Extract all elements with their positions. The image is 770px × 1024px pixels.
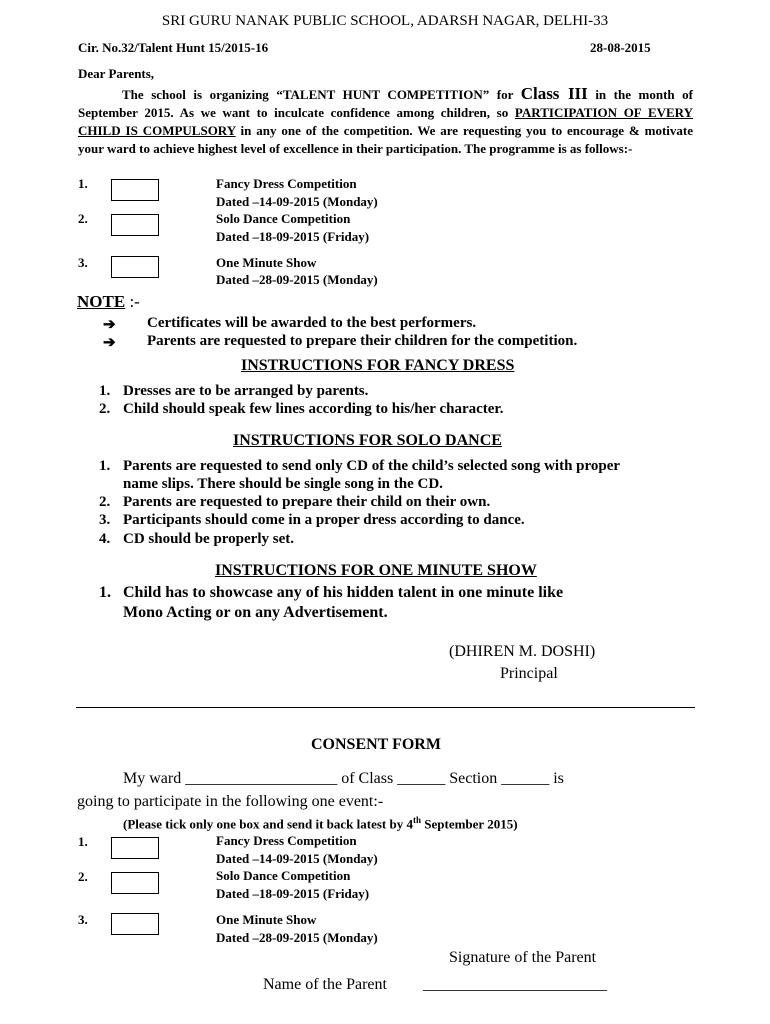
solo-dance-heading: INSTRUCTIONS FOR SOLO DANCE — [233, 432, 502, 449]
fancy-dress-item: Dresses are to be arranged by parents. — [123, 383, 369, 399]
event-date: Dated –14-09-2015 (Monday) — [216, 851, 378, 866]
one-minute-heading: INSTRUCTIONS FOR ONE MINUTE SHOW — [215, 562, 537, 579]
solo-dance-item-continued: name slips. There should be single song in the CD. — [123, 476, 443, 492]
consent-checkbox-one-minute-show[interactable] — [111, 913, 159, 935]
school-name: SRI GURU NANAK PUBLIC SCHOOL, ADARSH NAGAR, DELHI-33 — [161, 13, 609, 29]
event-name: Solo Dance Competition — [216, 868, 351, 883]
event-name: Fancy Dress Competition — [216, 833, 357, 848]
event-number: 3. — [78, 255, 88, 270]
tick-instruction — [123, 815, 518, 832]
solo-dance-item: CD should be properly set. — [123, 531, 294, 547]
principal-name: (DHIREN M. DOSHI) — [449, 643, 596, 660]
parent-name-label: Name of the Parent — [263, 976, 387, 993]
event-date: Dated –14-09-2015 (Monday) — [216, 194, 378, 209]
event-number: 1. — [78, 834, 88, 849]
event-date: Dated –18-09-2015 (Friday) — [216, 229, 370, 244]
circular-date: 28-08-2015 — [590, 40, 651, 55]
event-name: One Minute Show — [216, 912, 317, 927]
fancy-dress-heading: INSTRUCTIONS FOR FANCY DRESS — [241, 357, 515, 374]
parent-name-field[interactable]: _______________________ — [423, 976, 607, 993]
circular-number: Cir. No.32/Talent Hunt 15/2015-16 — [78, 40, 269, 55]
note-label: NOTE — [77, 292, 126, 311]
event-number: 2. — [78, 869, 88, 884]
consent-line-2: going to participate in the following one event:- — [77, 793, 384, 810]
intro-text-2: in the month of September 2015. As we want to inculcate confidence among children, so — [78, 87, 693, 120]
arrow-icon: ➔ — [103, 317, 116, 333]
consent-title: CONSENT FORM — [311, 736, 441, 753]
note-item: Parents are requested to prepare their children for the competition. — [147, 333, 578, 349]
principal-title: Principal — [500, 665, 558, 682]
tick-instruction-text-end: September 2015) — [421, 816, 518, 832]
list-number: 1. — [99, 584, 111, 601]
event-checkbox-one-minute-show[interactable] — [111, 256, 159, 278]
intro-text-1: The school is organizing “TALENT HUNT COMPETITION” for — [122, 87, 521, 102]
event-number: 1. — [78, 176, 88, 191]
note-item: Certificates will be awarded to the best performers. — [147, 315, 477, 331]
list-number: 1. — [99, 458, 111, 474]
solo-dance-item: Parents are requested to send only CD of the child’s selected song with proper — [123, 458, 621, 474]
tick-instruction-text: (Please tick only one box and send it back latest by 4 — [123, 816, 413, 832]
event-number: 3. — [78, 912, 88, 927]
consent-checkbox-solo-dance[interactable] — [111, 872, 159, 894]
consent-checkbox-fancy-dress[interactable] — [111, 837, 159, 859]
event-number: 2. — [78, 211, 88, 226]
intro-text-3: in any one of the competition. We are requesting you to encourage & motivate your ward to achieve highest level of excellence in their participation. The programme is as follows:- — [78, 123, 693, 156]
consent-line-1[interactable]: My ward ___________________ of Class ______ Section ______ is — [123, 770, 564, 787]
list-number: 4. — [99, 531, 111, 547]
parent-signature-label: Signature of the Parent — [449, 949, 597, 966]
one-minute-item: Child has to showcase any of his hidden talent in one minute like — [123, 584, 564, 601]
divider — [76, 707, 695, 708]
event-checkbox-fancy-dress[interactable] — [111, 179, 159, 201]
intro-emphasis: PARTICIPATION OF EVERY CHILD IS COMPULSORY — [78, 105, 693, 138]
solo-dance-item: Participants should come in a proper dress according to dance. — [123, 512, 525, 528]
one-minute-item-continued: Mono Acting or on any Advertisement. — [123, 604, 388, 621]
fancy-dress-item: Child should speak few lines according to his/her character. — [123, 401, 504, 417]
intro-paragraph — [78, 85, 693, 158]
intro-class: Class III — [520, 84, 588, 103]
salutation: Dear Parents, — [78, 66, 155, 81]
list-number: 1. — [99, 383, 111, 399]
event-date: Dated –28-09-2015 (Monday) — [216, 930, 378, 945]
list-number: 2. — [99, 494, 111, 510]
event-name: One Minute Show — [216, 255, 317, 270]
event-date: Dated –18-09-2015 (Friday) — [216, 886, 370, 901]
tick-instruction-sup: th — [413, 815, 422, 825]
list-number: 3. — [99, 512, 111, 528]
list-number: 2. — [99, 401, 111, 417]
solo-dance-item: Parents are requested to prepare their child on their own. — [123, 494, 491, 510]
note-heading — [77, 292, 140, 312]
event-name: Fancy Dress Competition — [216, 176, 357, 191]
event-checkbox-solo-dance[interactable] — [111, 214, 159, 236]
note-suffix: :- — [125, 292, 140, 311]
event-name: Solo Dance Competition — [216, 211, 351, 226]
event-date: Dated –28-09-2015 (Monday) — [216, 272, 378, 287]
arrow-icon: ➔ — [103, 335, 116, 351]
